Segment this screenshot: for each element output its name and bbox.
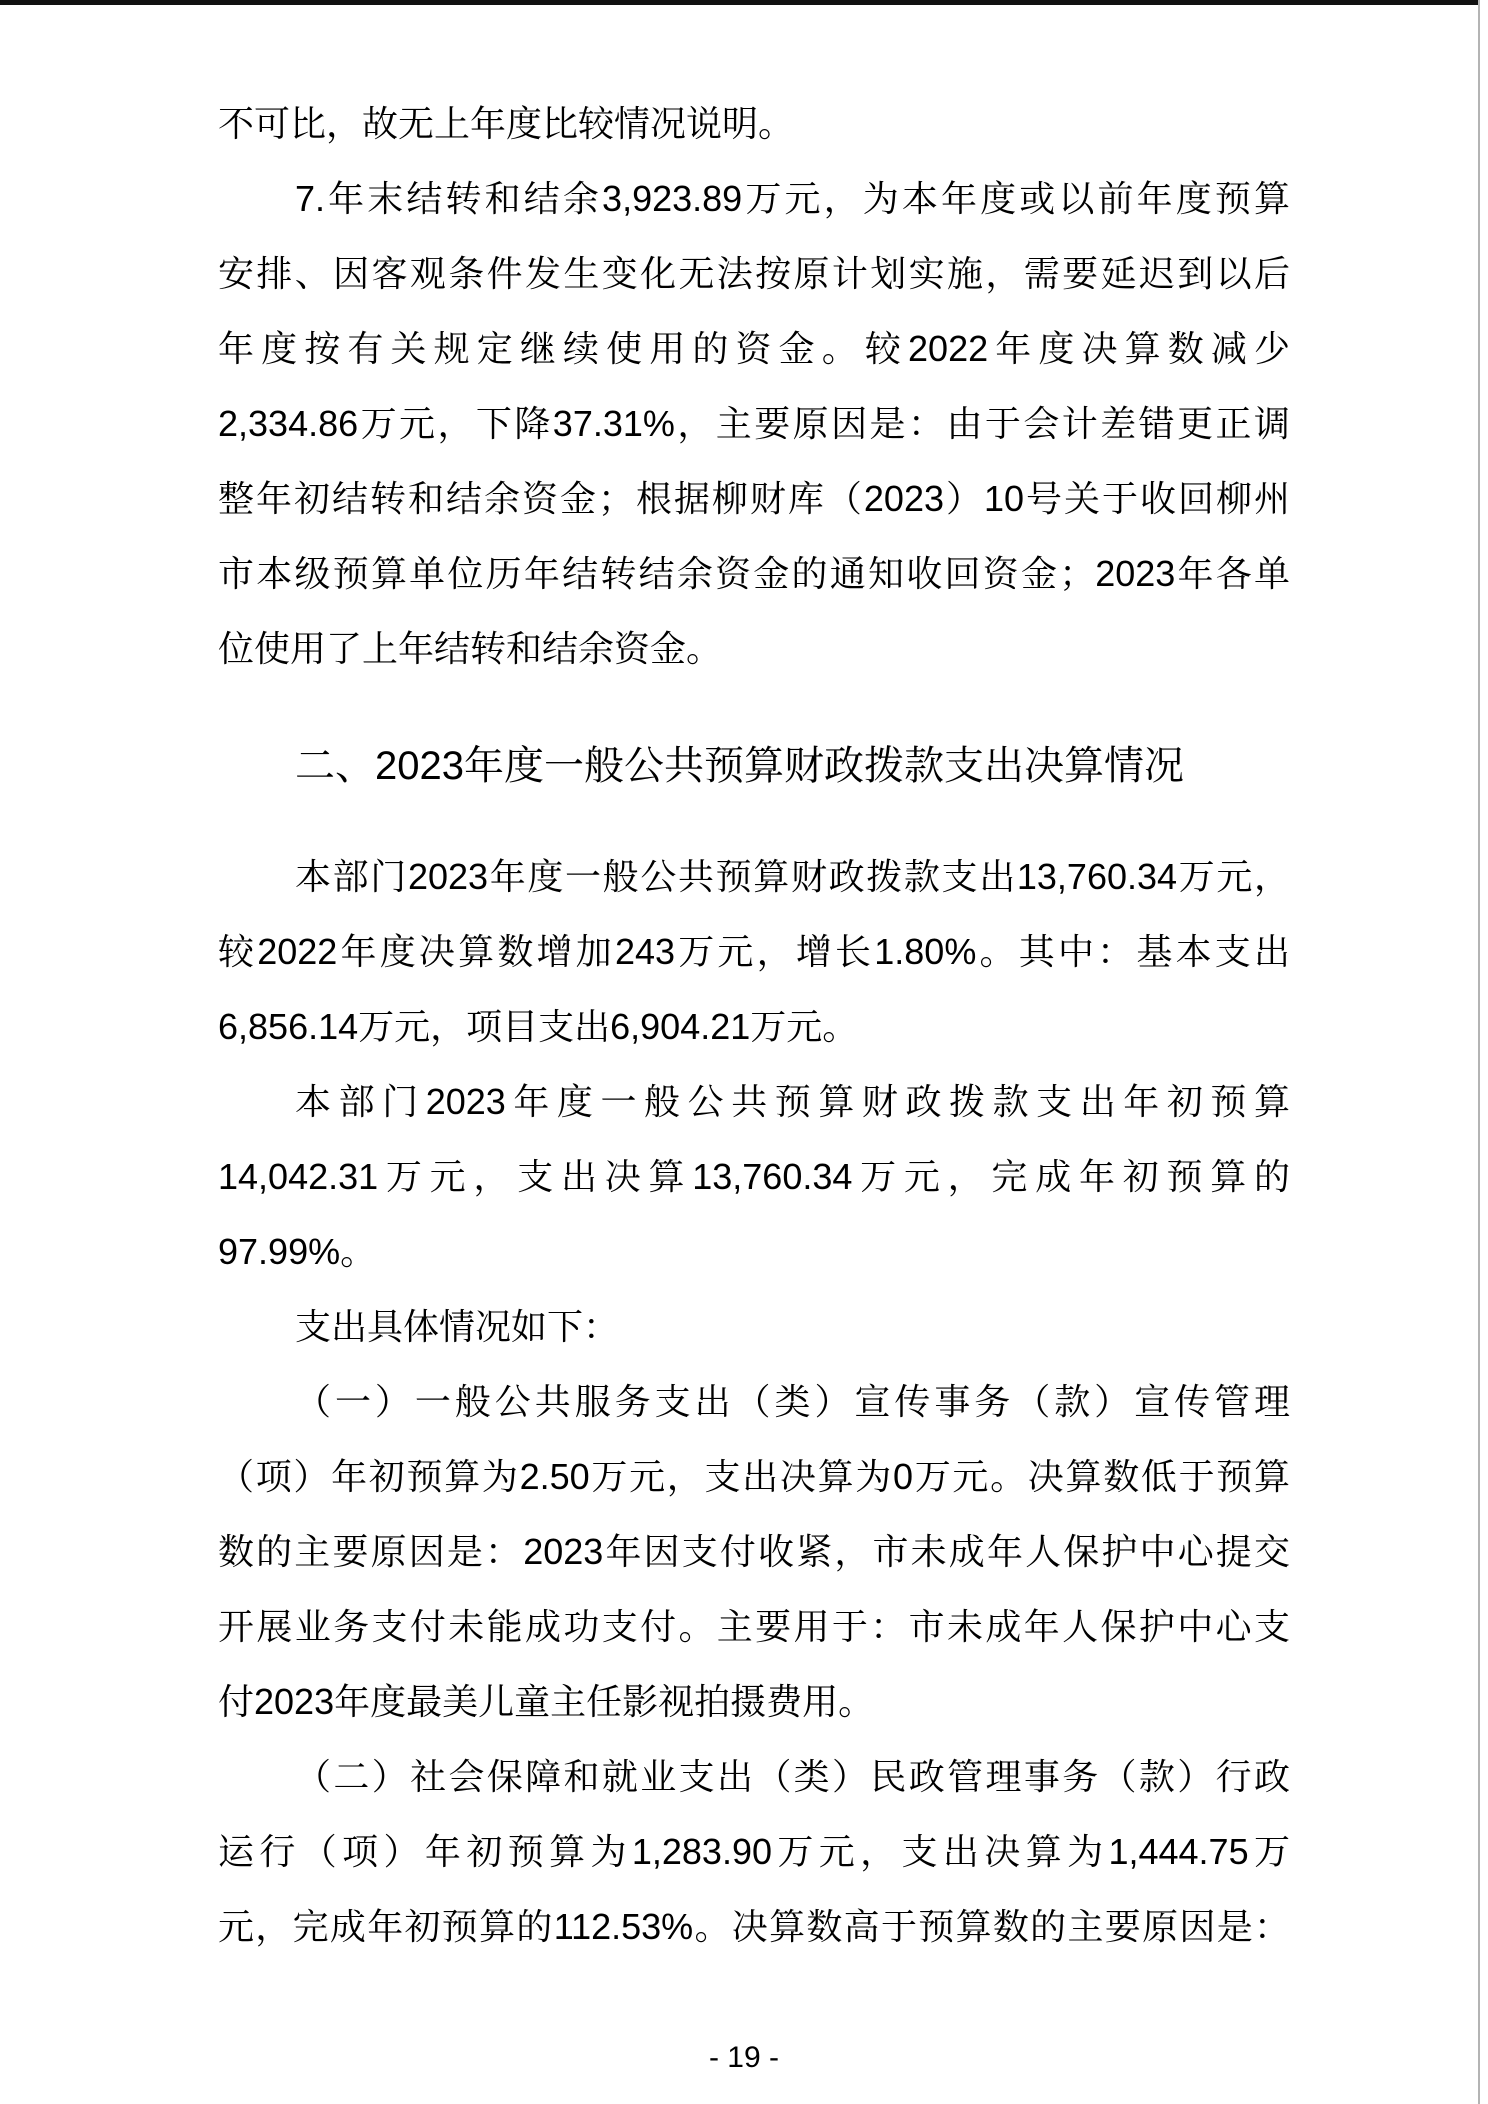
text-line: 6,856.14万元，项目支出6,904.21万元。 <box>218 1006 859 1047</box>
text-line: 付2023年度最美儿童主任影视拍摄费用。 <box>218 1681 875 1722</box>
text-line: 本部门2023年度一般公共预算财政拨款支出13,760.34万元， <box>295 856 1290 897</box>
text-line: 不可比，故无上年度比较情况说明。 <box>218 103 795 144</box>
text-line: （二）社会保障和就业支出（类）民政管理事务（款）行政 <box>295 1756 1290 1797</box>
document-body <box>218 86 1290 1964</box>
text-line: 支出具体情况如下： <box>295 1306 620 1347</box>
text-line: 元，完成年初预算的112.53%。决算数高于预算数的主要原因是： <box>218 1906 1290 1947</box>
text-line: 2,334.86万元，下降37.31%，主要原因是：由于会计差错更正调 <box>218 403 1290 444</box>
page-number: - 19 - <box>708 2041 780 2074</box>
paragraph <box>218 86 1290 161</box>
text-line: 14,042.31万元，支出决算13,760.34万元，完成年初预算的 <box>218 1156 1290 1197</box>
text-line: 市本级预算单位历年结转结余资金的通知收回资金；2023年各单 <box>218 553 1290 594</box>
text-line: 本部门2023年度一般公共预算财政拨款支出年初预算 <box>295 1081 1290 1122</box>
text-line: 安排、因客观条件发生变化无法按原计划实施，需要延迟到以后 <box>218 253 1290 294</box>
text-line: 位使用了上年结转和结余资金。 <box>218 628 723 669</box>
text-line: 97.99%。 <box>218 1231 377 1272</box>
right-edge-line <box>1478 0 1480 2104</box>
text-line: 开展业务支付未能成功支付。主要用于：市未成年人保护中心支 <box>218 1606 1290 1647</box>
text-line: 整年初结转和结余资金；根据柳财库（2023）10号关于收回柳州 <box>218 478 1290 519</box>
text-line: 运行（项）年初预算为1,283.90万元，支出决算为1,444.75万 <box>218 1831 1290 1872</box>
text-line: （一）一般公共服务支出（类）宣传事务（款）宣传管理 <box>295 1381 1290 1422</box>
paragraph <box>218 161 1290 686</box>
top-window-border <box>0 0 1480 5</box>
paragraph <box>218 1289 1290 1364</box>
text-line: 年度按有关规定继续使用的资金。较2022年度决算数减少 <box>218 328 1290 369</box>
text-line: 数的主要原因是：2023年因支付收紧，市未成年人保护中心提交 <box>218 1531 1290 1572</box>
paragraph <box>218 839 1290 1064</box>
section-heading: 二、2023年度一般公共预算财政拨款支出决算情况 <box>295 744 1184 788</box>
text-line: 7.年末结转和结余3,923.89万元，为本年度或以前年度预算 <box>295 178 1290 219</box>
paragraph <box>218 1064 1290 1289</box>
text-line: （项）年初预算为2.50万元，支出决算为0万元。决算数低于预算 <box>218 1456 1290 1497</box>
paragraph <box>218 1739 1290 1964</box>
text-line: 较2022年度决算数增加243万元，增长1.80%。其中：基本支出 <box>218 931 1290 972</box>
paragraph <box>218 1364 1290 1739</box>
